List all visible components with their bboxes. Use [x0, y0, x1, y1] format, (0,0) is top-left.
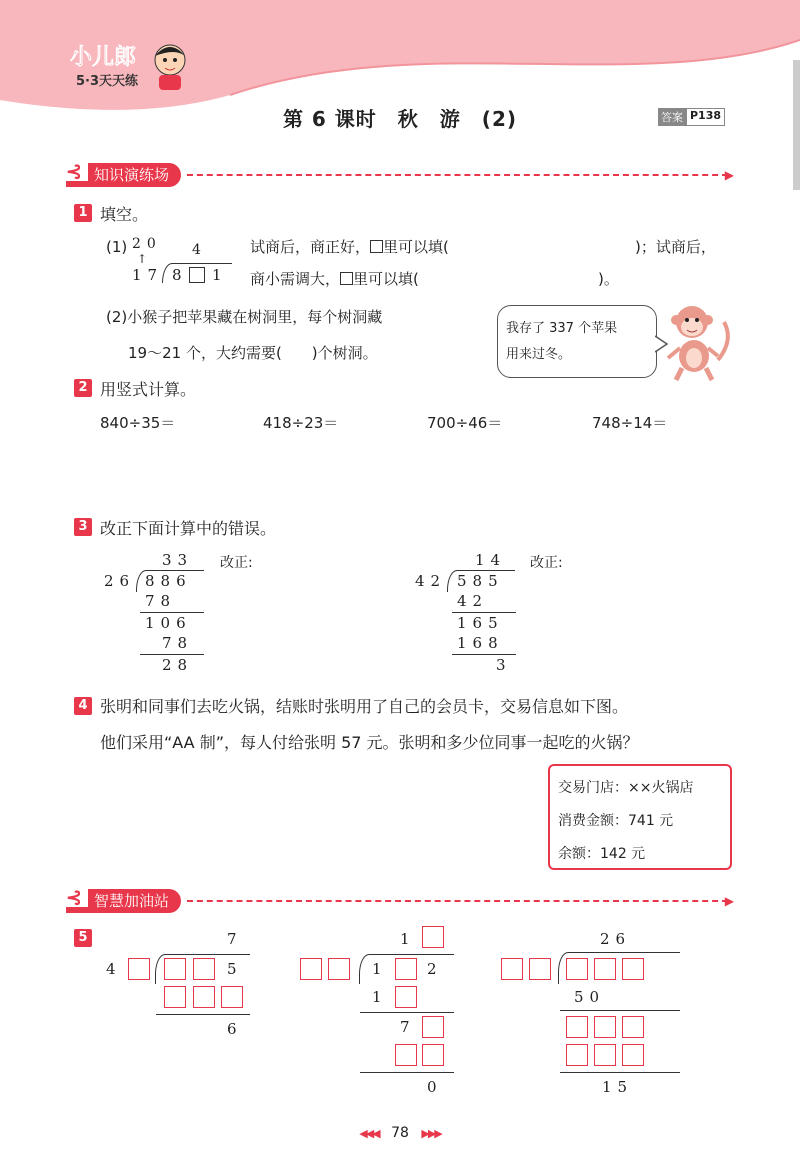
answer-box[interactable] — [594, 958, 616, 980]
final-remainder: 3 — [496, 656, 512, 674]
step-line — [560, 1010, 680, 1011]
dividend-digit: 5 — [227, 960, 243, 978]
question-number: 1 — [74, 204, 92, 222]
answer-box[interactable] — [395, 986, 417, 1008]
step-product: 78 — [145, 592, 177, 610]
page-number: 78 — [391, 1125, 409, 1141]
next-arrows-icon: ▶▶▶ — [421, 1127, 441, 1140]
step-line — [156, 1014, 250, 1015]
fill-line-1-end: )；试商后， — [635, 238, 716, 256]
question-number: 2 — [74, 379, 92, 397]
question-line-1: 张明和同事们去吃火锅，结账时张明用了自己的会员卡，交易信息如下图。 — [100, 697, 629, 716]
quotient-digit: 4 — [192, 242, 207, 258]
section-banner-knowledge — [65, 159, 734, 187]
expression-2: 418÷23＝ — [263, 414, 339, 432]
correct-label: 改正: — [220, 555, 253, 571]
dividend: 585 — [457, 572, 504, 590]
dividend-digit-b: 1 — [212, 266, 228, 284]
part-label: (1) — [106, 238, 128, 256]
answer-box[interactable] — [566, 1016, 588, 1038]
quotient: 33 — [162, 551, 194, 569]
question-line-2: 他们采用“AA 制”，每人付给张明 57 元。张明和多少位同事一起吃的火锅？ — [100, 733, 639, 752]
step-line — [360, 1072, 454, 1073]
question-title: 用竖式计算。 — [100, 380, 197, 399]
section-title: 知识演练场 — [94, 166, 170, 184]
step-product: 168 — [457, 634, 504, 652]
estimate-value: 20 — [132, 236, 162, 252]
answer-box[interactable] — [193, 958, 215, 980]
mascot-boy-icon — [145, 38, 195, 92]
divisor: 4 — [106, 960, 122, 978]
arrow-icon: ▶ — [724, 894, 734, 908]
section-mark-icon: ⊰ — [60, 887, 88, 907]
dividend-digit: 1 — [372, 960, 388, 978]
step-line — [140, 654, 204, 655]
expression-1: 840÷35＝ — [100, 414, 176, 432]
answer-box[interactable] — [622, 1016, 644, 1038]
receipt-line: 交易门店：××火锅店 — [558, 780, 694, 796]
answer-box[interactable] — [164, 986, 186, 1008]
answer-box[interactable] — [422, 926, 444, 948]
remainder: 15 — [602, 1078, 634, 1096]
answer-box[interactable] — [566, 958, 588, 980]
step-digit: 1 — [372, 988, 388, 1006]
part2-line1: (2)小猴子把苹果藏在树洞里，每个树洞藏 — [106, 308, 383, 326]
prev-arrows-icon: ◀◀◀ — [359, 1127, 379, 1140]
question-title: 填空。 — [100, 205, 149, 224]
question-number: 5 — [74, 929, 92, 947]
fill-line-1: 试商后，商正好， 里可以填( — [250, 238, 449, 256]
step-line — [452, 612, 516, 613]
receipt-line: 余额：142 元 — [558, 846, 646, 862]
answer-box[interactable] — [300, 958, 322, 980]
expression-4: 748÷14＝ — [592, 414, 668, 432]
arrow-icon: ▶ — [724, 168, 734, 182]
final-remainder: 28 — [162, 656, 194, 674]
answer-box[interactable] — [221, 986, 243, 1008]
divisor: 42 — [415, 572, 447, 590]
step-line — [140, 612, 204, 613]
question-title: 改正下面计算中的错误。 — [100, 519, 277, 538]
answer-box[interactable] — [622, 1044, 644, 1066]
dividend-digit: 2 — [427, 960, 443, 978]
quotient: 7 — [227, 930, 243, 948]
answer-box[interactable] — [395, 958, 417, 980]
quotient: 1 — [400, 930, 416, 948]
question-number: 3 — [74, 518, 92, 536]
answer-box[interactable] — [566, 1044, 588, 1066]
answer-box[interactable] — [529, 958, 551, 980]
answer-box[interactable] — [594, 1016, 616, 1038]
up-arrow-icon: ↑ — [137, 252, 148, 266]
step-line — [560, 1072, 680, 1073]
step-product: 42 — [457, 592, 489, 610]
answer-box[interactable] — [594, 1044, 616, 1066]
receipt-card — [548, 764, 732, 870]
blank-box[interactable] — [189, 267, 205, 283]
answer-box[interactable] — [501, 958, 523, 980]
bubble-line: 用来过冬。 — [506, 347, 572, 362]
divisor: 17 — [132, 266, 164, 284]
section-banner-challenge — [65, 885, 734, 913]
step-digits: 50 — [574, 988, 606, 1006]
blank-box-icon — [370, 240, 383, 253]
page-footer — [0, 1125, 800, 1141]
answer-box[interactable] — [395, 1044, 417, 1066]
section-title: 智慧加油站 — [94, 892, 170, 910]
step-digit: 7 — [400, 1018, 416, 1036]
blank-box-icon — [340, 272, 353, 285]
monkey-icon — [662, 300, 734, 384]
speech-bubble — [497, 305, 657, 378]
divisor: 26 — [104, 572, 136, 590]
step-remainder: 106 — [145, 614, 192, 632]
remainder: 6 — [227, 1020, 243, 1038]
step-line — [360, 1012, 454, 1013]
correct-label: 改正: — [530, 555, 563, 571]
receipt-line: 消费金额：741 元 — [558, 813, 674, 829]
section-mark-icon: ⊰ — [60, 161, 88, 181]
answer-box[interactable] — [422, 1044, 444, 1066]
quotient: 14 — [475, 551, 507, 569]
answer-page: P138 — [686, 108, 725, 126]
answer-reference — [658, 108, 725, 126]
expression-3: 700÷46＝ — [427, 414, 503, 432]
answer-label: 答案 — [658, 108, 686, 126]
brand-subtitle: 5·3天天练 — [76, 74, 139, 89]
dividend: 886 — [145, 572, 192, 590]
step-product: 78 — [162, 634, 194, 652]
step-remainder: 165 — [457, 614, 504, 632]
fill-line-2-end: )。 — [598, 270, 619, 288]
brand-logo: 小儿郎 — [70, 45, 137, 70]
step-line — [452, 654, 516, 655]
quotient: 26 — [600, 930, 632, 948]
answer-box[interactable] — [622, 958, 644, 980]
part2-line2: 19～21 个，大约需要( )个树洞。 — [128, 344, 378, 362]
question-number: 4 — [74, 697, 92, 715]
dividend-digit-a: 8 — [172, 266, 188, 284]
page-title: 第 6 课时 秋 游 (2) — [282, 107, 518, 131]
answer-box[interactable] — [422, 1016, 444, 1038]
remainder: 0 — [427, 1078, 443, 1096]
answer-box[interactable] — [328, 958, 350, 980]
fill-line-2: 商小需调大， 里可以填( — [250, 270, 419, 288]
answer-box[interactable] — [128, 958, 150, 980]
answer-box[interactable] — [193, 986, 215, 1008]
bubble-line: 我存了 337 个苹果 — [506, 321, 618, 336]
page-edge — [793, 60, 800, 190]
answer-box[interactable] — [164, 958, 186, 980]
